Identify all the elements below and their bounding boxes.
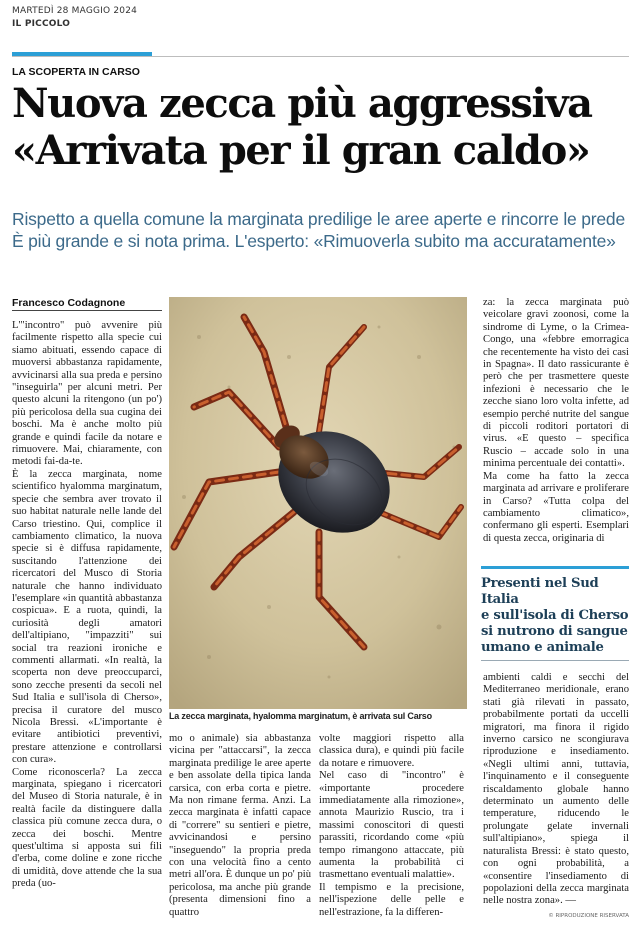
sidebar-divider <box>481 660 629 661</box>
body-column-2: mo o animale) sia abbastanza vicina per "attaccarsi", la zecca marginata predilige le aree aperte e ben assolate della tipica landa carsica, con erba corta e pietre. Ma non rimane ferma. Anzi. La zecca marginata è infatti capace di "correre" su sentieri e pietre, avvicinandosi e persino "inseguendo" la propria preda con una velocità fino a cento metri all'ora. È dunque un po' più pericolosa, ma anche più grande (presenta dimensioni fino a quattro <box>169 733 311 918</box>
author-byline: Francesco Codagnone <box>12 297 126 309</box>
subheadline <box>12 208 632 252</box>
header-divider <box>12 56 629 57</box>
byline-divider <box>12 310 162 311</box>
kicker: LA SCOPERTA IN CARSO <box>12 66 140 78</box>
body-column-4: za: la zecca marginata può veicolare gravi zoonosi, come la sindrome di Lyme, o la Crimea-Congo, una «febbre emorragica che recentemente ha visto dei casi in Spagna». Il dato rassicurante è però che per trasmettere queste infezioni è necessario che le zecche siano loro volta infette, ad esempio perché nutrite del sangue di piccoli roditori portatori di virus. «E questo – specifica Ruscio – accade solo in una minima percentuale dei contatti». Ma come ha fatto la zecca marginata ad arrivare e proliferare in Carso? «Tutta colpa del cambiamento climatico», confermano gli esperti. Esemplari di questa zecca, originaria di <box>483 297 629 544</box>
issue-date: MARTEDÌ 28 MAGGIO 2024 <box>12 6 138 16</box>
subhead-line-1: Rispetto a quella comune la marginata predilige le aree aperte e rincorre le prede <box>12 209 625 229</box>
sidebar-line-2: e sull'isola di Cherso <box>481 608 629 623</box>
sidebar-line-4: umano e animale <box>481 640 604 655</box>
headline <box>12 80 632 174</box>
sidebar-accent-bar <box>481 566 629 569</box>
newspaper-name: IL PICCOLO <box>12 19 71 29</box>
body-column-3: volte maggiori rispetto alla classica dura), e quindi più facile da notare e rimuovere. Nel caso di "incontro" è «importante procedere immediatamente alla rimozione», annota Maurizio Ruscio, tra i massimi conoscitori di questi parassiti, ricordando come «più tempo rimangono attaccate, più aumenta la probabilità ci trasmettano eventuali malattie». Il tempismo e la precisione, nell'ispezione delle pelle e nell'estrazione, fa la differen- <box>319 733 464 918</box>
headline-line-1: Nuova zecca più aggressiva <box>12 80 592 127</box>
body-column-5: ambienti caldi e secchi del Mediterraneo meridionale, erano stati già rilevati in passato, probabilmente portati da uccelli migratori, ma finora il rigido inverno carsico ne scongiurava riproduzione e insediamento. «Negli ultimi anni, tuttavia, l'inquinamento e il conseguente riscaldamento globale hanno determinato un aumento delle temperature, riducendo le prolungate gelate invernali sull'altipiano», spiega il naturalista Bressi: è stato questo, con ogni probabilità, a «consentire l'insediamento di popolazioni della zecca marginata nelle nostra zona». — <box>483 672 629 907</box>
body-column-1: L'"incontro" può avvenire più facilmente rispetto alla specie cui siamo abituati, essendo capace di muoversi abbastanza rapidamente, avvicinarsi alla sua preda e persino "inseguirla" per alcuni metri. Per questo alcuni la ritengono (un po') più pericolosa della sua cugina dei boschi. Ma è anche molto più grande e quindi facile da notare e rimuovere. Mai, chiaramente, con metodi fai-da-te. È la zecca marginata, nome scientifico hyalomma marginatum, specie che sembra aver trovato il suo habitat naturale nelle lande del Carso triestino. Qui, complice il cambiamento climatico, la nuova specie si è diffusa rapidamente, suscitando l'attenzione dei ricercatori del Musco di Storia naturale che hanno individuato l'esemplare «in quantità abbastanza cospicua». E a ruota, quindi, la curiosità degli amatori dell'altipiano, "impazziti" sui social tra reazioni ironiche e commenti allarmati. «In realtà, la scoperta non deve preoccuparci, sono zecche presenti da secoli nel Sud Italia e sull'isola di Cherso», precisa il curatore del musco Nicola Bressi. «L'importante è evitare antibiotici preventivi, prestare attenzione e controllarsi con cura». Come riconoscerla? La zecca marginata, spiegano i ricercatori del Museo di Storia naturale, è in realtà facile da distinguere dalla classica più comune zecca dura, o zecca dei boschi. Mentre quest'ultima si apposta sui fili d'erba, come doline e zone ricche di umidità, dove attende che la sua preda (uo- <box>12 320 162 890</box>
copyright-notice: © RIPRODUZIONE RISERVATA <box>548 913 629 919</box>
sidebar-line-3: si nutrono di sangue <box>481 624 628 639</box>
sidebar-pullquote <box>481 576 629 656</box>
tick-photo <box>169 297 467 709</box>
headline-line-2: «Arrivata per il gran caldo» <box>12 127 590 174</box>
photo-caption: La zecca marginata, hyalomma marginatum, è arrivata sul Carso <box>169 711 432 721</box>
subhead-line-2: È più grande e si nota prima. L'esperto: «Rimuoverla subito ma accuratamente» <box>12 231 616 251</box>
sidebar-line-1: Presenti nel Sud Italia <box>481 576 599 607</box>
